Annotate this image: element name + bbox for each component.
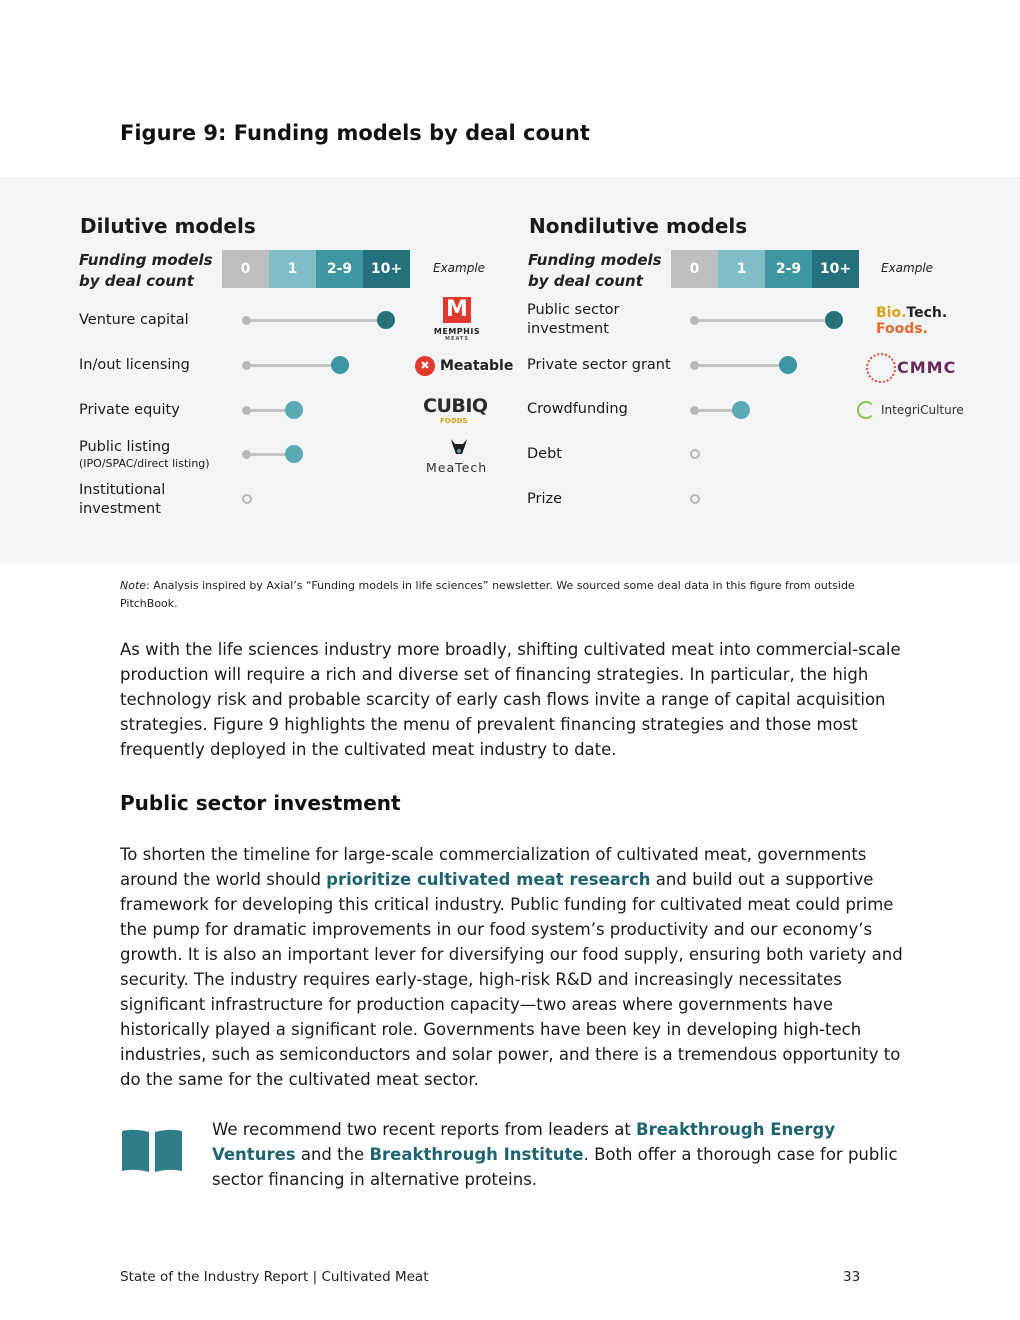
cubiq-sub: FOODS [440,417,468,425]
memphis-meats-sub: MEATS [445,336,469,342]
breakthrough-institute-link[interactable]: Breakthrough Institute [369,1145,584,1164]
section-heading: Public sector investment [120,791,401,815]
institutional-label-1: Institutional [79,482,166,498]
biotech-part-2: Tech. [906,305,948,321]
scale-1: 1 [718,250,765,288]
track-in-out-licensing [247,364,339,367]
dot-level-2-9 [331,356,349,374]
dilutive-example-label: Example [433,261,486,275]
breakthrough-energy-link[interactable]: Breakthrough Energy Ventures [212,1120,836,1164]
track-public-sector [695,319,834,322]
dot-level-1 [285,401,303,419]
dot-start [242,316,251,325]
dot-level-2-9 [779,356,797,374]
header-line-1: Funding models [79,251,213,269]
dot-level-0 [242,494,252,504]
row-institutional-investment [79,481,165,519]
biotech-foods-logo [876,305,947,337]
integriculture-logo: IntegriCulture [881,403,964,417]
dot-level-1 [285,445,303,463]
row-crowdfunding: Crowdfunding [527,401,628,417]
public-listing-sublabel: (IPO/SPAC/direct listing) [79,457,210,470]
scale-0: 0 [222,250,269,288]
header-line-2: by deal count [528,272,643,290]
callout-text: . Both offer a thorough case for public sector financing in alternative proteins. [212,1145,898,1189]
institutional-label-2: investment [79,501,161,517]
dot-start [690,406,699,415]
row-debt: Debt [527,446,562,462]
para-text: and build out a supportive framework for developing this critical industry. Public funding for cultivated meat could prime the pump for dramatic improvements in our food system’s productivity and our economy’s growth. It is also an important lever for diversifying our food supply, ensuring both variety and security. The industry requires early-stage, high-risk R&D and increasingly necessitates significant infrastructure for production capacity—two areas where governments have historically played a significant role. Governments have been key in developing high-tech industries, such as semiconductors and solar power, and there is a tremendous opportunity to do the same for the cultivated meat sector. [120,870,903,1089]
nondilutive-header-label [528,250,662,292]
scale-2-9: 2-9 [765,250,812,288]
meatech-icon [449,436,469,458]
dot-start [690,361,699,370]
header-line-2: by deal count [79,272,194,290]
scale-2-9: 2-9 [316,250,363,288]
dilutive-scale [222,250,410,288]
callout-text: and the [295,1145,370,1164]
nondilutive-heading: Nondilutive models [529,214,748,238]
meatable-logo: Meatable [440,358,514,374]
row-private-sector-grant: Private sector grant [527,357,671,373]
track-private-sector-grant [695,364,787,367]
figure-title: Figure 9: Funding models by deal count [120,121,590,145]
scale-10plus: 10+ [812,250,859,288]
scale-1: 1 [269,250,316,288]
callout-text: We recommend two recent reports from leaders at [212,1120,637,1139]
para-text: To shorten the timeline for large-scale commercialization of cultivated meat, governments around the world should [120,845,867,889]
funding-models-figure [0,177,1020,563]
dot-start [690,316,699,325]
memphis-meats-logo: M [443,297,471,323]
footer-report-title: State of the Industry Report | Cultivated Meat [120,1269,429,1285]
biotech-part-3: Foods. [876,321,928,337]
meatable-icon: ✖ [415,356,435,376]
dot-start [242,406,251,415]
memphis-meats-text: MEMPHIS [433,327,481,336]
book-icon [120,1128,184,1178]
row-prize: Prize [527,491,563,507]
intro-paragraph: As with the life sciences industry more broadly, shifting cultivated meat into commercial-scale production will require a rich and diverse set of financing strategies. In particular, the high technology risk and probable scarcity of early cash flows invite a range of capital acquisition strategies. Figure 9 highlights the menu of prevalent financing strategies and those most frequently deployed in the cultivated meat industry to date. [120,640,901,759]
dot-level-10plus [825,311,843,329]
meatech-logo: MeaTech [426,460,488,475]
header-line-1: Funding models [528,251,662,269]
row-venture-capital: Venture capital [79,312,189,328]
track-venture-capital [247,319,386,322]
dot-start [242,450,251,459]
cubiq-logo: CUBIQ [423,395,488,417]
row-in-out-licensing: In/out licensing [79,357,190,373]
page-number: 33 [843,1269,861,1285]
integriculture-icon [857,401,875,419]
cmmc-logo: CMMC [897,358,957,377]
dot-level-10plus [377,311,395,329]
public-sector-label-2: investment [527,321,609,337]
row-public-listing [79,438,210,471]
row-public-sector-investment [527,301,620,339]
row-private-equity: Private equity [79,402,180,418]
nondilutive-scale [671,250,859,288]
public-listing-label: Public listing [79,439,171,455]
dot-level-0 [690,449,700,459]
scale-10plus: 10+ [363,250,410,288]
public-sector-label-1: Public sector [527,302,620,318]
note-lead: Note [120,579,147,592]
biotech-part-1: Bio. [876,305,907,321]
dot-level-0 [690,494,700,504]
note-text: : Analysis inspired by Axial’s “Funding models in life sciences” newsletter. We sourced some deal data in this figure from outside PitchBook. [120,579,855,610]
nondilutive-example-label: Example [881,261,934,275]
scale-0: 0 [671,250,718,288]
dot-start [242,361,251,370]
cmmc-icon [866,353,896,383]
figure-note [120,577,900,613]
dot-level-1 [732,401,750,419]
dilutive-heading: Dilutive models [80,214,256,238]
recommendation-callout [212,1117,912,1192]
dilutive-header-label [79,250,213,292]
public-sector-paragraph [120,842,910,1092]
prioritize-research-link[interactable]: prioritize cultivated meat research [326,870,651,889]
